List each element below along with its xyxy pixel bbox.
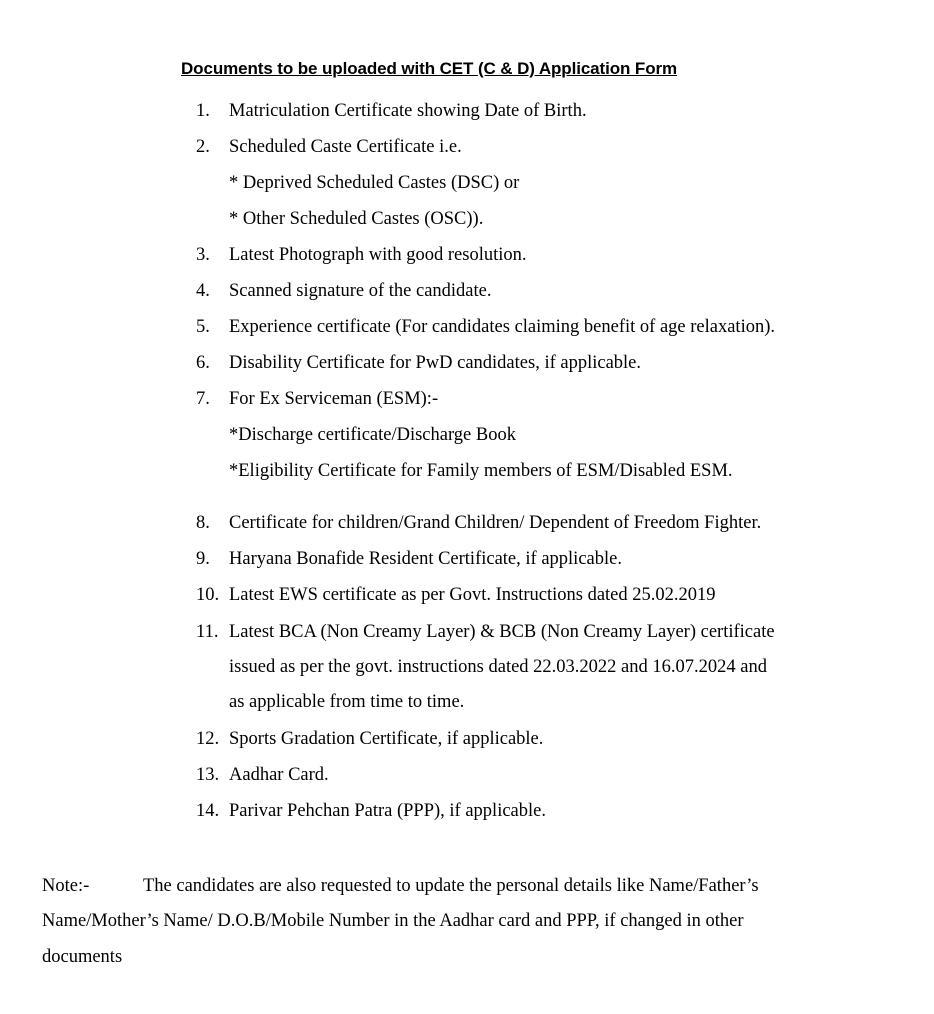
item-number: 10. (196, 585, 220, 605)
continuation-text: as applicable from time to time. (229, 692, 465, 712)
item-number: 12. (196, 729, 220, 749)
item-text: Latest BCA (Non Creamy Layer) & BCB (Non Creamy Layer) certificate (229, 622, 775, 642)
item-text: Disability Certificate for PwD candidates, if applicable. (229, 353, 642, 373)
item-text: Matriculation Certificate showing Date of Birth. (229, 101, 587, 121)
item-number: 13. (196, 765, 220, 785)
item-text: Haryana Bonafide Resident Certificate, if applicable. (229, 549, 622, 569)
item-text: Parivar Pehchan Patra (PPP), if applicable. (229, 801, 546, 821)
item-number: 2. (196, 137, 210, 157)
item-text: Scheduled Caste Certificate i.e. (229, 137, 462, 157)
item-number: 14. (196, 801, 220, 821)
item-text: Aadhar Card. (229, 765, 329, 785)
item-number: 11. (196, 622, 219, 642)
item-text: Sports Gradation Certificate, if applicable. (229, 729, 544, 749)
item-number: 3. (196, 245, 210, 265)
item-number: 8. (196, 513, 210, 533)
sub-item-text: * Other Scheduled Castes (OSC)). (229, 209, 484, 229)
item-text: Experience certificate (For candidates claiming benefit of age relaxation). (229, 317, 775, 337)
item-text: Scanned signature of the candidate. (229, 281, 492, 301)
continuation-text: issued as per the govt. instructions dated 22.03.2022 and 16.07.2024 and (229, 657, 767, 677)
sub-item-text: *Eligibility Certificate for Family members of ESM/Disabled ESM. (229, 461, 733, 481)
note-text-line-2: Name/Mother’s Name/ D.O.B/Mobile Number in the Aadhar card and PPP, if changed in other (42, 911, 744, 931)
item-text: Latest Photograph with good resolution. (229, 245, 527, 265)
item-text: Latest EWS certificate as per Govt. Instructions dated 25.02.2019 (229, 585, 716, 605)
document-heading: Documents to be uploaded with CET (C & D) Application Form (181, 59, 678, 78)
sub-item-text: * Deprived Scheduled Castes (DSC) or (229, 173, 520, 193)
note-label: Note:- (42, 876, 90, 896)
item-text: Certificate for children/Grand Children/ Dependent of Freedom Fighter. (229, 513, 762, 533)
note-text-line-1: The candidates are also requested to update the personal details like Name/Father’s (143, 876, 759, 896)
item-number: 6. (196, 353, 210, 373)
item-text: For Ex Serviceman (ESM):- (229, 389, 439, 409)
item-number: 4. (196, 281, 210, 301)
item-number: 7. (196, 389, 210, 409)
item-number: 5. (196, 317, 210, 337)
item-number: 9. (196, 549, 210, 569)
note-text-line-3: documents (42, 947, 123, 967)
sub-item-text: *Discharge certificate/Discharge Book (229, 425, 516, 445)
item-number: 1. (196, 101, 210, 121)
